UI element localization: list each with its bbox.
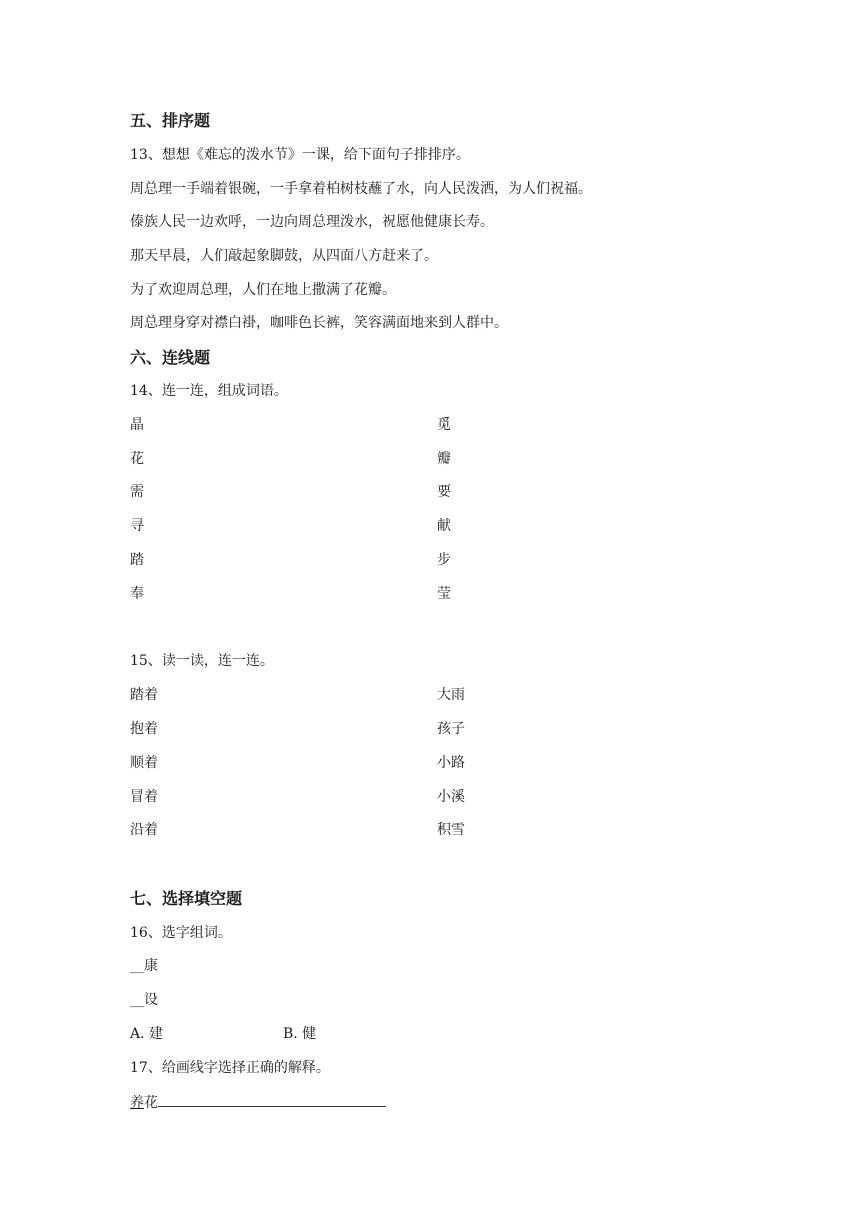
question-15: 15、读一读，连一连。 <box>130 653 274 669</box>
match-left-item: 顺着 <box>130 755 158 771</box>
match-left-item: 需 <box>130 484 144 500</box>
underlined-char: 养 <box>130 1095 144 1111</box>
sentence-4: 为了欢迎周总理，人们在地上撒满了花瓣。 <box>130 282 396 298</box>
match-right-item: 步 <box>437 552 451 568</box>
match-left-item: 沿着 <box>130 822 158 838</box>
blank-word-1: __康 <box>130 958 158 974</box>
match-right-item: 献 <box>437 518 451 534</box>
match-right-item: 小溪 <box>437 789 465 805</box>
match-right-item: 积雪 <box>437 822 465 838</box>
match-right-item: 要 <box>437 484 451 500</box>
option-b: B. 健 <box>283 1026 317 1042</box>
match-left-item: 花 <box>130 451 144 467</box>
question-13: 13、想想《难忘的泼水节》一课，给下面句子排排序。 <box>130 147 470 163</box>
match-left-item: 踏 <box>130 552 144 568</box>
match-left-item: 抱着 <box>130 721 158 737</box>
match-left-item: 踏着 <box>130 687 158 703</box>
match-right-item: 莹 <box>437 586 451 602</box>
match-left-item: 寻 <box>130 518 144 534</box>
sentence-5: 周总理身穿对襟白褂，咖啡色长裤，笑容满面地来到人群中。 <box>130 315 508 331</box>
blank-word-2: __设 <box>130 992 158 1008</box>
section-heading-6: 六、连线题 <box>130 348 211 367</box>
match-left-item: 奉 <box>130 586 144 602</box>
sentence-3: 那天早晨，人们敲起象脚鼓，从四面八方赶来了。 <box>130 248 438 264</box>
option-a: A. 建 <box>130 1026 164 1042</box>
match-right-item: 瓣 <box>437 451 451 467</box>
section-heading-7: 七、选择填空题 <box>130 889 243 908</box>
match-right-item: 大雨 <box>437 687 465 703</box>
question-16: 16、选字组词。 <box>130 925 232 941</box>
q17-item <box>130 1092 386 1113</box>
question-17: 17、给画线字选择正确的解释。 <box>130 1060 330 1076</box>
match-right-item: 觅 <box>437 417 451 433</box>
sentence-2: 傣族人民一边欢呼，一边向周总理泼水，祝愿他健康长寿。 <box>130 214 494 230</box>
sentence-1: 周总理一手端着银碗，一手拿着柏树枝蘸了水，向人民泼洒，为人们祝福。 <box>130 181 592 197</box>
question-14: 14、连一连，组成词语。 <box>130 383 288 399</box>
match-right-item: 小路 <box>437 755 465 771</box>
section-heading-5: 五、排序题 <box>130 111 211 130</box>
match-right-item: 孩子 <box>437 721 465 737</box>
match-left-item: 冒着 <box>130 789 158 805</box>
match-left-item: 晶 <box>130 417 144 433</box>
q17-item-rest: 花 <box>144 1095 158 1111</box>
answer-line <box>158 1092 386 1107</box>
